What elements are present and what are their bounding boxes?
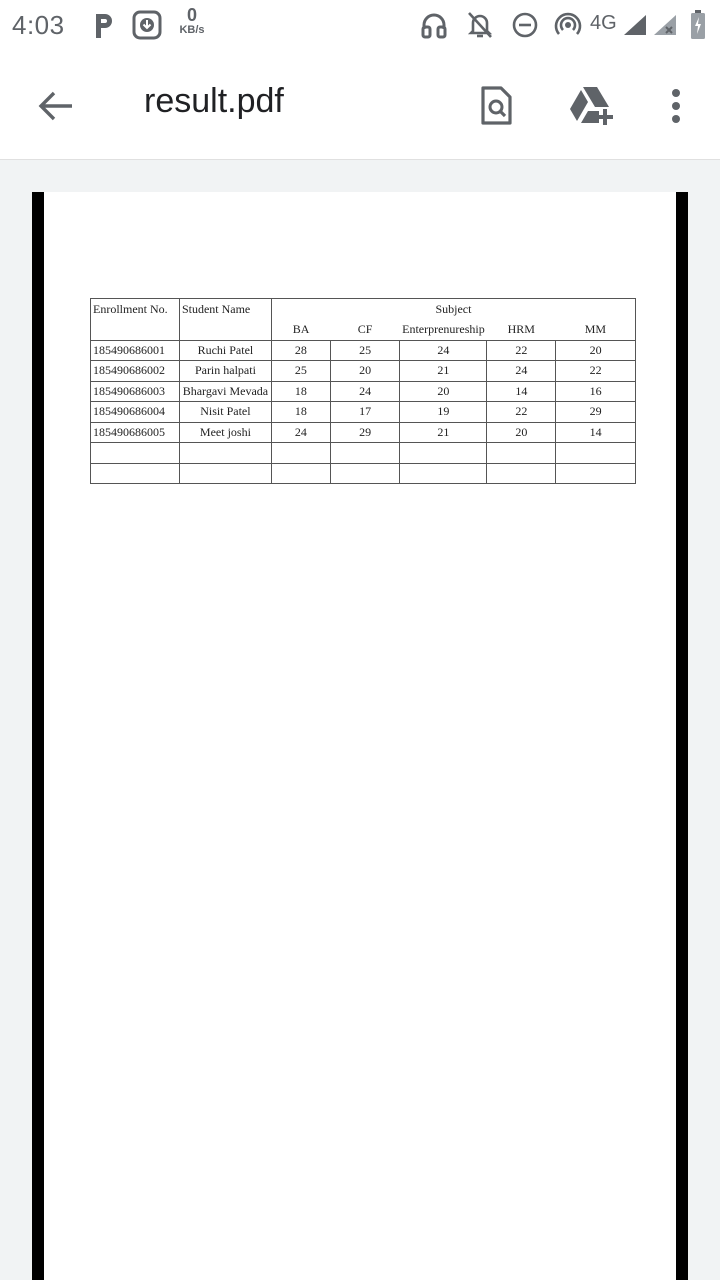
- header-enrollment-blank: [91, 320, 180, 341]
- download-icon: [132, 10, 162, 45]
- back-button[interactable]: [30, 84, 82, 128]
- hrm-cell: 20: [487, 422, 556, 443]
- ba-cell: 18: [271, 402, 330, 423]
- mm-cell: 29: [556, 402, 636, 423]
- signal-icon: [622, 13, 648, 42]
- parking-icon: [92, 12, 116, 45]
- cf-cell: 17: [330, 402, 400, 423]
- header-enrollment: Enrollment No.: [91, 299, 180, 320]
- cf-cell: 25: [330, 340, 400, 361]
- header-enterprenureship: Enterprenureship: [400, 320, 487, 341]
- search-document-button[interactable]: [470, 80, 522, 132]
- header-student-name: Student Name: [179, 299, 271, 320]
- mm-cell: 20: [556, 340, 636, 361]
- mm-cell: 16: [556, 381, 636, 402]
- table-row: [91, 340, 636, 361]
- ent-cell: 21: [400, 361, 487, 382]
- net-speed-unit: KB/s: [179, 24, 205, 36]
- table-row: [91, 361, 636, 382]
- enrollment-cell: 185490686002: [91, 361, 180, 382]
- hrm-cell: 22: [487, 340, 556, 361]
- result-table: [90, 298, 636, 484]
- name-cell: Meet joshi: [179, 422, 271, 443]
- arrow-back-icon: [38, 90, 74, 122]
- network-type: 4G: [590, 12, 617, 34]
- add-to-drive-button[interactable]: [566, 80, 618, 132]
- name-cell: Bhargavi Mevada: [179, 381, 271, 402]
- ba-cell: 18: [271, 381, 330, 402]
- header-mm: MM: [556, 320, 636, 341]
- ent-cell: 21: [400, 422, 487, 443]
- table-row: [91, 402, 636, 423]
- pdf-viewer[interactable]: [0, 160, 720, 1280]
- hrm-cell: 14: [487, 381, 556, 402]
- cf-cell: 29: [330, 422, 400, 443]
- ba-cell: 25: [271, 361, 330, 382]
- cf-cell: 24: [330, 381, 400, 402]
- hrm-cell: 22: [487, 402, 556, 423]
- cf-cell: 20: [330, 361, 400, 382]
- bell-off-icon: [466, 10, 494, 45]
- name-cell: Parin halpati: [179, 361, 271, 382]
- headphones-icon: [420, 11, 448, 44]
- ent-cell: 24: [400, 340, 487, 361]
- empty-row: [91, 443, 636, 464]
- ba-cell: 24: [271, 422, 330, 443]
- header-name-blank: [179, 320, 271, 341]
- mm-cell: 14: [556, 422, 636, 443]
- net-speed: [176, 6, 208, 37]
- ba-cell: 28: [271, 340, 330, 361]
- hrm-cell: 24: [487, 361, 556, 382]
- table-row: [91, 381, 636, 402]
- ent-cell: 19: [400, 402, 487, 423]
- do-not-disturb-icon: [512, 12, 538, 43]
- status-bar: [0, 0, 720, 52]
- name-cell: Ruchi Patel: [179, 340, 271, 361]
- ent-cell: 20: [400, 381, 487, 402]
- enrollment-cell: 185490686003: [91, 381, 180, 402]
- more-options-button[interactable]: [650, 80, 702, 132]
- status-time: 4:03: [12, 10, 65, 40]
- pdf-page: [32, 192, 688, 1280]
- enrollment-cell: 185490686005: [91, 422, 180, 443]
- header-hrm: HRM: [487, 320, 556, 341]
- document-title: result.pdf: [144, 82, 284, 120]
- header-ba: BA: [271, 320, 330, 341]
- battery-icon: [690, 10, 706, 45]
- header-subject: Subject: [271, 299, 635, 320]
- header-cf: CF: [330, 320, 400, 341]
- mm-cell: 22: [556, 361, 636, 382]
- net-speed-value: 0: [186, 5, 197, 25]
- app-bar: [0, 52, 720, 160]
- drive-add-icon: [567, 85, 617, 127]
- empty-row: [91, 463, 636, 484]
- enrollment-cell: 185490686001: [91, 340, 180, 361]
- enrollment-cell: 185490686004: [91, 402, 180, 423]
- more-vert-icon: [670, 88, 682, 124]
- hotspot-icon: [554, 11, 582, 44]
- document-search-icon: [479, 86, 513, 126]
- signal-no-service-icon: [652, 13, 678, 42]
- name-cell: Nisit Patel: [179, 402, 271, 423]
- table-row: [91, 422, 636, 443]
